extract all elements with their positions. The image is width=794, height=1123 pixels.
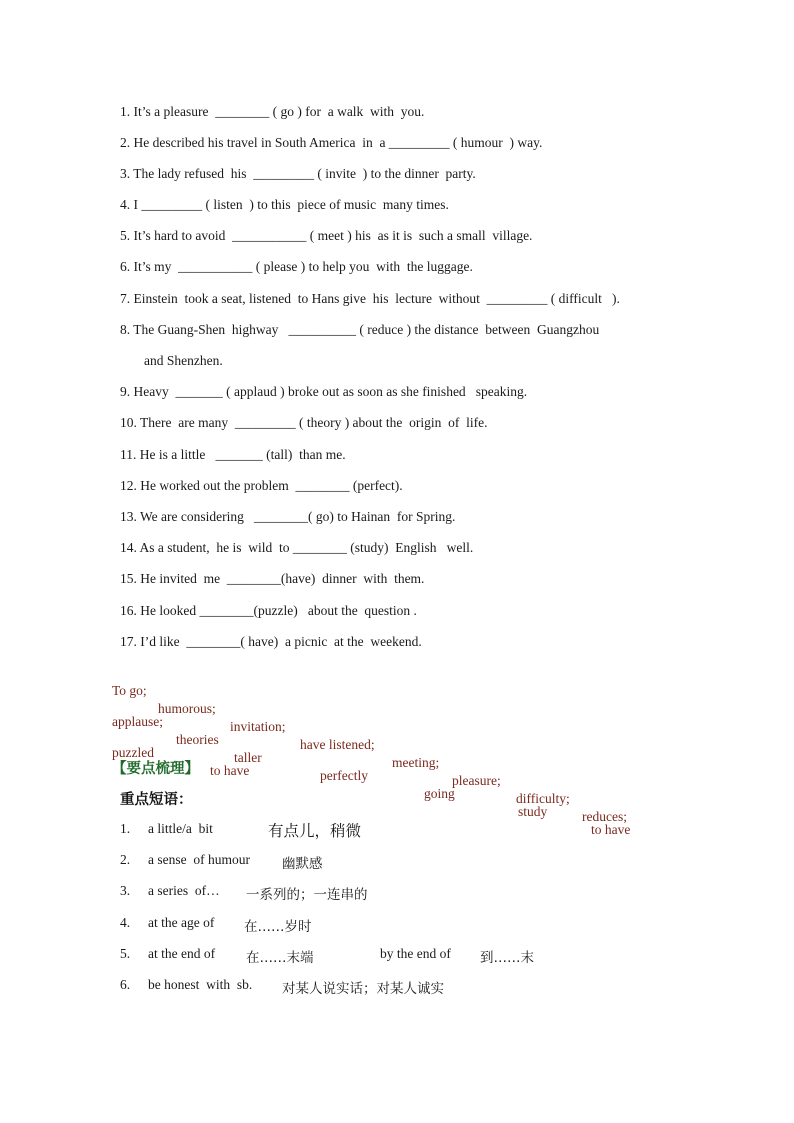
phrase-english: a series of… [148,883,220,898]
question-15: 15. He invited me ________(have) dinner with them. [120,571,425,586]
question-7: 7. Einstein took a seat, listened to Hans give his lecture without _________ ( difficult ). [120,291,620,306]
answer-item: puzzled [112,745,154,760]
question-11: 11. He is a little _______ (tall) than me. [120,447,346,462]
question-12: 12. He worked out the problem ________ (perfect). [120,478,403,493]
answer-item: meeting; [392,755,440,770]
question-8-continued: and Shenzhen. [144,353,223,368]
question-1: 1. It’s a pleasure ________ ( go ) for a walk with you. [120,104,425,119]
phrase-english: at the end of [148,946,216,961]
phrase-chinese: 有点儿，稍微 [268,822,362,840]
answer-item: going [424,786,455,801]
answer-item: to have [210,763,250,778]
answer-item: invitation; [230,719,286,734]
question-14: 14. As a student, he is wild to ________ (study) English well. [120,540,474,555]
phrase-chinese: 在……末端 [246,950,314,966]
phrase-chinese-alt: 到……末 [480,950,534,966]
answer-item: To go; [112,683,147,698]
phrase-number: 6. [120,977,131,992]
answer-item: to have [591,822,631,837]
answer-item: difficulty; [516,791,570,806]
answer-item: theories [176,732,219,747]
phrase-chinese: 在……岁时 [244,919,312,935]
question-5: 5. It’s hard to avoid ___________ ( meet ) his as it is such a small village. [120,228,533,243]
phrase-english: be honest with sb. [148,977,253,992]
phrase-chinese: 幽默感 [282,856,323,872]
answer-item: study [518,804,548,819]
phrase-number: 5. [120,946,131,961]
answer-item: applause; [112,714,163,729]
question-13: 13. We are considering ________( go) to Hainan for Spring. [120,509,456,524]
answer-item: have listened; [300,737,375,752]
phrase-number: 4. [120,915,131,930]
phrase-chinese: 一系列的；一连串的 [246,887,368,903]
question-4: 4. I _________ ( listen ) to this piece of music many times. [120,197,449,212]
phrase-number: 3. [120,883,131,898]
phrase-number: 2. [120,852,131,867]
question-17: 17. I’d like ________( have) a picnic at the weekend. [120,634,422,649]
answer-item: perfectly [320,768,368,783]
question-10: 10. There are many _________ ( theory ) about the origin of life. [120,415,488,430]
question-9: 9. Heavy _______ ( applaud ) broke out as soon as she finished speaking. [120,384,528,399]
phrase-english-alt: by the end of [380,946,451,961]
answer-item: reduces; [582,809,627,824]
question-6: 6. It’s my ___________ ( please ) to help you with the luggage. [120,259,473,274]
phrase-english: a little/a bit [148,821,213,836]
phrase-english: a sense of humour [148,852,250,867]
phrase-chinese: 对某人说实话；对某人诚实 [282,981,444,997]
question-16: 16. He looked ________(puzzle) about the question . [120,603,417,618]
phrase-number: 1. [120,821,131,836]
key-phrases-heading: 重点短语： [120,792,193,808]
question-3: 3. The lady refused his _________ ( invite ) to the dinner party. [120,166,476,181]
answer-item: humorous; [158,701,216,716]
section-heading: 【要点梳理】 [112,761,199,777]
phrase-english: at the age of [148,915,215,930]
question-8: 8. The Guang-Shen highway __________ ( reduce ) the distance between Guangzhou [120,322,600,337]
question-2: 2. He described his travel in South America in a _________ ( humour ) way. [120,135,543,150]
answer-item: pleasure; [452,773,501,788]
answer-item: taller [234,750,262,765]
